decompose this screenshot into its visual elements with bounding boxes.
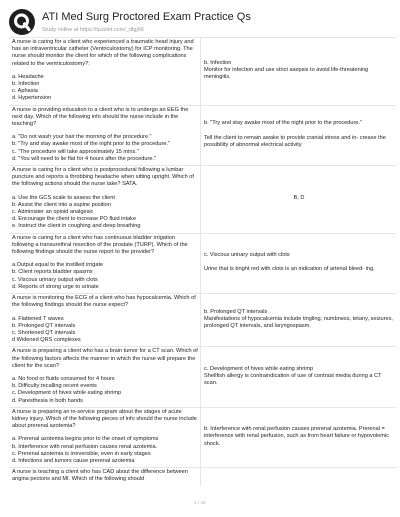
answer-cell	[201, 407, 397, 467]
answer-cell	[201, 347, 397, 407]
question-stem: A nurse is caring for a client who has continuous bladder irrigation following a transurethral resection of the prostate (TURP). Which of the following findings should the nurse report to the provider?	[12, 234, 188, 256]
answer-options	[12, 376, 198, 405]
answer-option: c. Shortened QT intervals	[12, 329, 76, 336]
answer-option: c. Administer an opioid analgesic	[12, 209, 94, 216]
answer-option: b. "Try and stay awake most of the night prior to the procedure."	[12, 141, 170, 148]
question-cell	[9, 166, 201, 234]
answer-cell	[201, 468, 397, 486]
answer-option: c. "The procedure will take approximately 15 mins."	[12, 148, 139, 155]
answer-option: c. Aphasia	[12, 88, 38, 95]
answer-text: B, D	[293, 195, 305, 202]
answer-option: d. "You will need to lie flat for 4 hours after the procedure."	[12, 155, 157, 162]
question-table	[9, 37, 396, 486]
answer-option: a. Prerenal azotemia begins prior to the onset of symptoms	[12, 436, 159, 443]
answer-options	[12, 262, 198, 291]
question-cell	[9, 407, 201, 467]
qa-row	[9, 166, 396, 234]
question-cell	[9, 468, 201, 486]
qa-row	[9, 38, 396, 106]
answer-text: b. Interference with renal perfusion causes prerenal azotemia. Prerenal = interference with renal perfusion, such as from heart failure or hypovolemic shock.	[204, 426, 389, 447]
answer-option: e. Instruct the client in coughing and deep breathing	[12, 223, 141, 230]
answer-cell	[201, 294, 397, 347]
qa-row	[9, 468, 396, 486]
answer-cell	[201, 38, 397, 106]
answer-options	[12, 436, 198, 465]
question-stem: A nurse is preparing a client who has a brain tumor for a CT scan. Which of the following factors affects the manner in which the nurse will prepare the client for the scan?	[12, 348, 198, 369]
answer-option: a. Flattened T waves	[12, 315, 64, 322]
answer-text: b. Prolonged QT intervals Manifestations of hypocalcemia include tingling, numbness, tetany, seizures, prolonged QT intervals, and laryngospasm.	[204, 308, 393, 330]
answer-option: a. Headache	[12, 73, 44, 80]
answer-option: c. Development of hives while eating shrimp	[12, 390, 122, 397]
answer-option: d. Hypertension	[12, 95, 52, 102]
question-cell	[9, 105, 201, 165]
qa-row	[9, 407, 396, 467]
qa-row	[9, 294, 396, 347]
answer-options	[12, 195, 198, 231]
answer-option: a.Output equal to the instilled irrigate	[12, 262, 104, 269]
page-header	[9, 7, 394, 37]
answer-text: c. Viscous urinary output with clots Urine that is bright red with clots is an indication of arterial bleed- ing.	[204, 252, 375, 273]
answer-option: d. Encourage the client to increase PO fluid intake	[12, 216, 137, 223]
answer-option: c. Prerenal azotemia is irreversible, even in early stages	[12, 450, 151, 457]
answer-option: b. Prolonged QT intervals	[12, 322, 76, 329]
answer-options	[12, 134, 198, 163]
answer-options	[12, 74, 198, 103]
answer-option: d. Reports of strong urge to urinate	[12, 283, 99, 290]
answer-option: a. "Do not wash your hair the morning of the procedure."	[12, 134, 152, 141]
answer-option: b. Infection	[12, 81, 40, 88]
answer-options	[12, 316, 198, 345]
answer-option: b. Difficulty recalling recent events	[12, 383, 97, 390]
question-cell	[9, 294, 201, 347]
quizlet-logo-icon	[9, 9, 35, 35]
question-stem: A nurse is teaching a client who has CAD about the difference between angina pectoris and MI. Which of the following should	[12, 469, 188, 483]
answer-option: c. Viscous urinary output with clots	[12, 276, 98, 283]
qa-row	[9, 347, 396, 407]
question-cell	[9, 347, 201, 407]
answer-option: b. Assist the client into a supine position	[12, 201, 111, 208]
answer-option: d Widened QRS complexes	[12, 337, 81, 344]
qa-row	[9, 233, 396, 293]
question-stem: A nurse is preparing an in-service program about the stages of acute kidney injury. Which of the following pieces of info should the nurse include about prerenal azotemia?	[12, 408, 197, 430]
answer-option: d. Paresthesia in both hands	[12, 397, 83, 404]
page-title: ATI Med Surg Proctored Exam Practice Qs	[42, 11, 251, 23]
question-cell	[9, 38, 201, 106]
question-cell	[9, 233, 201, 293]
question-stem: A nurse is monitoring the ECG of a client who has hypocalcemia. Which of the following findings should the nurse expect?	[12, 295, 196, 309]
qa-row	[9, 105, 396, 165]
question-stem: A nurse is caring for a client who is postprocedural following a lumbar puncture and reports a throbbing headache when sitting upright. Which of the following actions should the nurse take? SATA.	[12, 167, 194, 188]
answer-cell	[201, 166, 397, 234]
question-stem: A nurse is caring for a client who experienced a traumatic head injury and has an intraventricular catheter (Ventriculostomy) for ICP monitoring. The nurse should monitor the client for which of the following complications related to the ventriculostomy?:	[12, 39, 194, 67]
answer-option: a. No food or fluids consumed for 4 hours	[12, 375, 115, 382]
answer-option: a. Use the GCS scale to assess the client	[12, 194, 115, 201]
page-number: 1 / 18	[194, 500, 206, 505]
answer-option: b. Interference with renal perfusion causes renal azotemia.	[12, 443, 158, 450]
answer-text: c. Development of hives while eating shrimp Shellfish allergy is contraindication of use of contrast media during a CT scan.	[204, 365, 382, 387]
answer-option: d. Infections and tumors cause prerenal azotemia	[12, 457, 135, 464]
question-stem: A nurse is providing education to a client who is to undergo an EEG the next day. Which of the following info should the nurse include in the teaching?	[12, 106, 189, 128]
source-link[interactable]: Study online at https://quizlet.com/_dtgj66	[42, 27, 144, 33]
answer-cell	[201, 233, 397, 293]
answer-cell	[201, 105, 397, 165]
answer-option: b. Client reports bladder spasms	[12, 269, 93, 276]
answer-text: b. "Try and stay awake most of the night prior to the procedure." Tell the client to remain awake to provide cranial stress and in- crease the possibility of abnormal electrical activity	[204, 120, 386, 149]
answer-text: b. Infection Monitor for infection and use strict asepsis to avoid life-threatening meningitis.	[204, 60, 369, 81]
